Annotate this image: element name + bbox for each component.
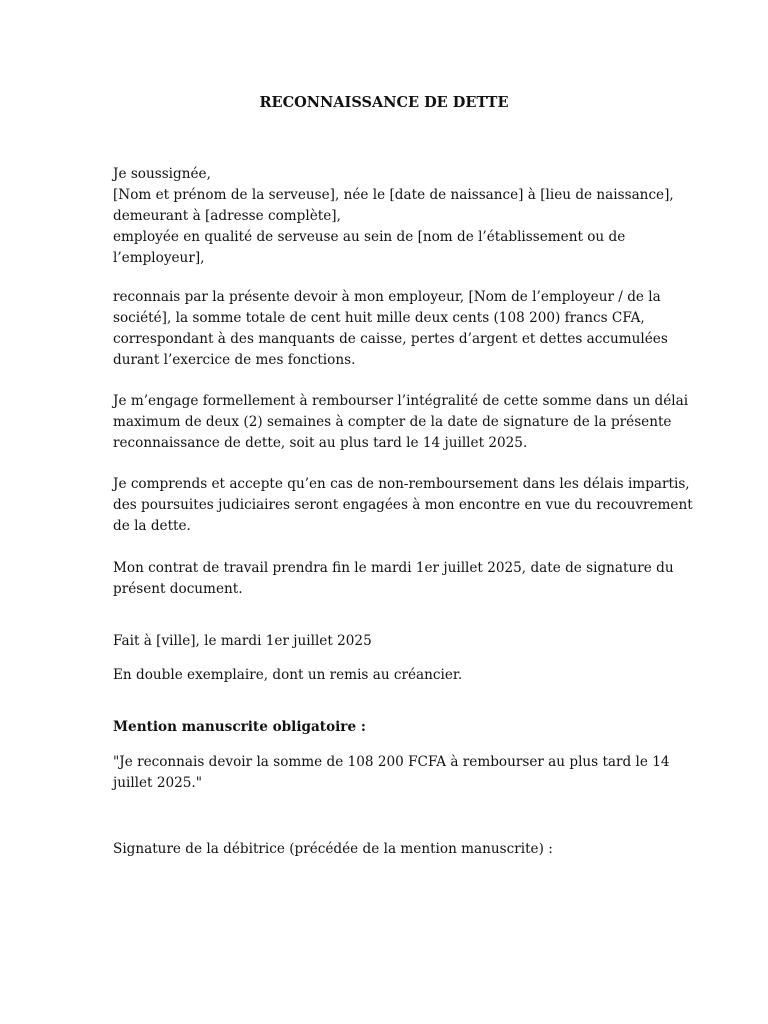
document-title: RECONNAISSANCE DE DETTE [259,94,509,111]
paragraph-line: maximum de deux (2) semaines à compter de la date de signature de la présente [113,414,672,430]
intro-line: l’employeur], [113,250,205,266]
paragraph-line: présent document. [113,581,243,597]
paragraph-line: Je comprends et accepte qu’en cas de non-remboursement dans les délais impartis, [113,476,690,492]
mention-heading [113,717,658,738]
mention-line: "Je reconnais devoir la somme de 108 200 FCFA à rembourser au plus tard le 14 [113,754,670,770]
consequences-paragraph [113,474,693,537]
paragraph-line: reconnaissance de dette, soit au plus tard le 14 juillet 2025. [113,435,528,451]
intro-line: Je soussignée, [113,166,211,182]
place-date-text: Fait à [ville], le mardi 1er juillet 2025 [113,633,372,649]
paragraph-line: Mon contrat de travail prendra fin le mardi 1er juillet 2025, date de signature du [113,560,674,576]
paragraph-line: société], la somme totale de cent huit mille deux cents (108 200) francs CFA, [113,310,645,326]
intro-line: demeurant à [adresse complète], [113,208,341,224]
paragraph-line: de la dette. [113,518,191,534]
acknowledgement-paragraph [113,287,668,371]
intro-line: employée en qualité de serveuse au sein de [nom de l’établissement ou de [113,229,626,245]
paragraph-line: des poursuites judiciaires seront engagées à mon encontre en vue du recouvrement [113,497,693,513]
handwritten-mention-paragraph [113,752,670,794]
signature-label [113,839,658,860]
copies-line [113,665,658,686]
contract-end-paragraph [113,558,674,600]
paragraph-line: durant l’exercice de mes fonctions. [113,352,356,368]
intro-paragraph [113,164,674,269]
mention-heading-text: Mention manuscrite obligatoire : [113,719,366,735]
paragraph-line: Je m’engage formellement à rembourser l’intégralité de cette somme dans un délai [113,393,689,409]
intro-line: [Nom et prénom de la serveuse], née le [date de naissance] à [lieu de naissance], [113,187,674,203]
copies-text: En double exemplaire, dont un remis au créancier. [113,667,463,683]
commitment-paragraph [113,391,689,454]
place-date-line [113,631,658,652]
mention-line: juillet 2025." [113,775,203,791]
signature-label-text: Signature de la débitrice (précédée de la mention manuscrite) : [113,841,553,857]
paragraph-line: reconnais par la présente devoir à mon employeur, [Nom de l’employeur / de la [113,289,661,305]
paragraph-line: correspondant à des manquants de caisse, pertes d’argent et dettes accumulées [113,331,668,347]
